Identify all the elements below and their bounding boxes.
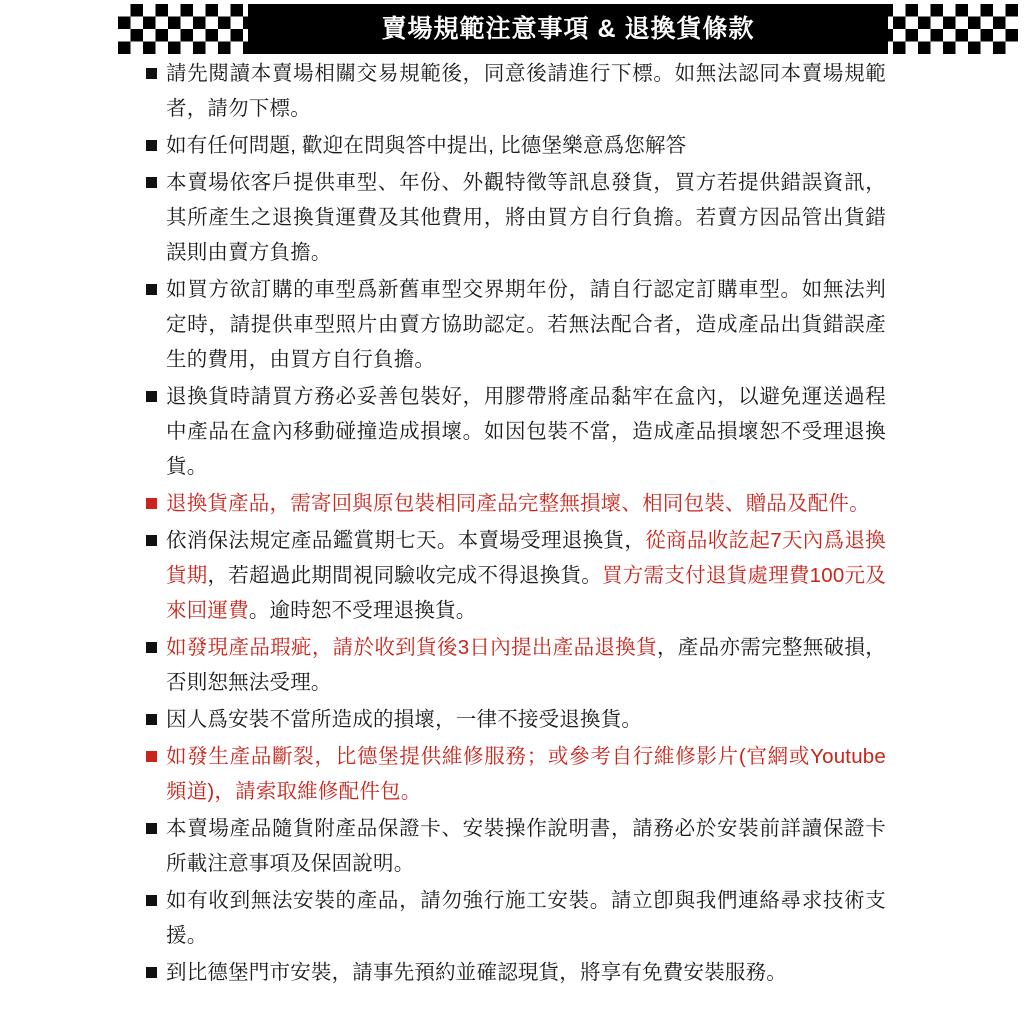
term-item	[146, 811, 886, 881]
square-bullet-icon	[146, 823, 157, 834]
term-text	[166, 739, 886, 809]
term-item	[146, 630, 886, 700]
term-text	[166, 702, 886, 737]
term-text-segment: ，若超過此期間視同驗收完成不得退換貨。	[207, 564, 603, 587]
term-text	[166, 811, 886, 881]
term-text-segment: 退換貨時請買方務必妥善包裝好，用膠帶將產品黏牢在盒內，以避免運送過程中產品在盒內移動碰撞造成損壞。如因包裝不當，造成產品損壞恕不受理退換貨。	[166, 385, 886, 478]
term-item	[146, 523, 886, 628]
term-text-segment: 如發生產品斷裂，比德堡提供維修服務；或參考自行維修影片(官網或Youtube頻道)，請索取維修配件包。	[166, 745, 886, 803]
term-text-segment: 本賣場依客戶提供車型、年份、外觀特徵等訊息發貨，買方若提供錯誤資訊，其所產生之退換貨運費及其他費用，將由買方自行負擔。若賣方因品管出貨錯誤則由賣方負擔。	[166, 171, 886, 264]
header-banner	[118, 4, 1018, 54]
term-text-segment: 。逾時恕不受理退換貨。	[248, 599, 477, 622]
term-text	[166, 955, 886, 990]
square-bullet-icon	[146, 498, 157, 509]
term-item	[146, 955, 886, 990]
term-item	[146, 883, 886, 953]
term-text-segment: ，產品亦需完整無破損，否則恕無法受理。	[166, 636, 887, 694]
square-bullet-icon	[146, 140, 157, 151]
term-item	[146, 702, 886, 737]
term-item	[146, 165, 886, 270]
term-item	[146, 272, 886, 377]
term-item	[146, 128, 886, 163]
term-text	[166, 165, 886, 270]
square-bullet-icon	[146, 391, 157, 402]
term-text-segment: 本賣場產品隨貨附產品保證卡、安裝操作說明書，請務必於安裝前詳讀保證卡所載注意事項及保固說明。	[166, 817, 886, 875]
term-item	[146, 379, 886, 484]
square-bullet-icon	[146, 177, 157, 188]
square-bullet-icon	[146, 68, 157, 79]
square-bullet-icon	[146, 895, 157, 906]
left-margin	[0, 0, 118, 1024]
term-text	[166, 630, 886, 700]
square-bullet-icon	[146, 714, 157, 725]
square-bullet-icon	[146, 642, 157, 653]
term-text-segment: 如有收到無法安裝的產品，請勿強行施工安裝。請立卽與我們連絡尋求技術支援。	[166, 889, 886, 947]
term-text	[166, 272, 886, 377]
term-item	[146, 486, 886, 521]
square-bullet-icon	[146, 967, 157, 978]
square-bullet-icon	[146, 535, 157, 546]
terms-list	[146, 56, 886, 992]
term-text	[166, 379, 886, 484]
term-text	[166, 486, 886, 521]
term-text-segment: 退換貨產品，需寄回與原包裝相同產品完整無損壞、相同包裝、贈品及配件。	[166, 492, 870, 515]
term-text-segment: 如發現產品瑕疵，請於收到貨後3日內提出產品退換貨	[166, 636, 657, 659]
term-text-segment: 如有任何問題, 歡迎在問與答中提出, 比德堡樂意爲您解答	[166, 134, 687, 157]
term-text-segment: 如無法認同本賣場規範者，請勿下標。	[166, 62, 886, 120]
footer-strip	[0, 1010, 1024, 1024]
term-item	[146, 56, 886, 126]
term-text-segment: 依消保法規定產品鑑賞期七天。本賣場受理退換貨，	[166, 529, 646, 552]
square-bullet-icon	[146, 284, 157, 295]
page-title: 賣場規範注意事項 & 退換貨條款	[381, 15, 755, 43]
term-text	[166, 128, 886, 163]
term-text-segment: 如買方欲訂購的車型爲新舊車型交界期年份，請自行認定訂購車型。如無法判定時，請提供車型照片由賣方協助認定。若無法配合者，造成產品出貨錯誤產生的費用，由買方自行負擔。	[166, 278, 886, 371]
right-margin	[1018, 0, 1024, 1024]
term-text-segment: 因人爲安裝不當所造成的損壞，一律不接受退換貨。	[166, 708, 643, 731]
term-text	[166, 56, 886, 126]
term-text-segment: 買方需支付退貨處理費100元及來回運費	[166, 564, 886, 622]
square-bullet-icon	[146, 751, 157, 762]
term-text	[166, 523, 886, 628]
term-text-segment: 請先閱讀本賣場相關交易規範後，同意後請進行下標。	[166, 62, 675, 85]
term-item	[146, 739, 886, 809]
term-text-segment: 到比德堡門市安裝，請事先預約並確認現貨，將享有免費安裝服務。	[166, 961, 787, 984]
term-text-segment: 從商品收訖起7天內爲退換貨期	[166, 529, 886, 587]
term-text	[166, 883, 886, 953]
